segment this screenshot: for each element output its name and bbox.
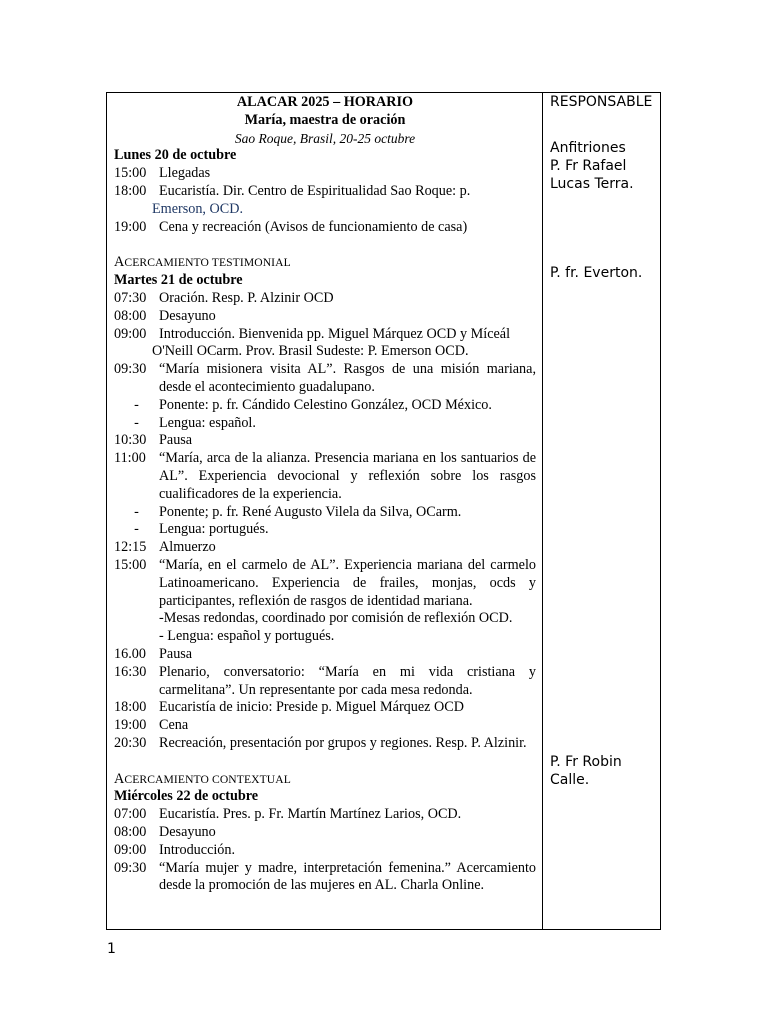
schedule-time: 08:00 — [114, 307, 147, 324]
responsable-monday: Anfitriones P. Fr Rafael Lucas Terra. — [550, 140, 634, 192]
document-title: ALACAR 2025 – HORARIO — [236, 94, 414, 110]
tuesday-schedule — [114, 290, 536, 753]
schedule-text: Cena — [159, 717, 189, 734]
schedule-time: 07:30 — [114, 289, 147, 306]
day-heading-wednesday: Miércoles 22 de octubre — [114, 788, 259, 805]
schedule-item — [114, 165, 536, 183]
schedule-time: 07:00 — [114, 806, 147, 823]
schedule-item — [114, 699, 536, 717]
schedule-item — [114, 219, 536, 237]
schedule-time: 18:00 — [114, 699, 147, 716]
schedule-time: 09:30 — [114, 361, 147, 378]
bullet-item — [114, 504, 536, 522]
schedule-text: Pausa — [159, 432, 193, 449]
monday-schedule — [114, 165, 536, 236]
responsable-header: RESPONSABLE — [550, 94, 653, 110]
schedule-item — [114, 450, 536, 503]
schedule-item — [114, 326, 536, 344]
schedule-text: Almuerzo — [159, 539, 216, 556]
schedule-text-continuation: O'Neill OCarm. Prov. Brasil Sudeste: P. Emerson OCD. — [152, 343, 469, 360]
schedule-time: 09:00 — [114, 841, 147, 858]
schedule-text: Desayuno — [159, 824, 216, 841]
bullet-text: Ponente; p. fr. René Augusto Vilela da Silva, OCarm. — [159, 503, 462, 520]
day-heading-monday: Lunes 20 de octubre — [114, 147, 237, 164]
schedule-item — [114, 557, 536, 610]
day-heading-tuesday: Martes 21 de octubre — [114, 272, 243, 289]
schedule-time: 10:30 — [114, 432, 147, 449]
bullet-marker: - — [134, 521, 139, 538]
schedule-text: Pausa — [159, 645, 193, 662]
schedule-column — [107, 93, 543, 929]
schedule-item — [114, 806, 536, 824]
schedule-text: Eucaristía. Dir. Centro de Espiritualidad Sao Roque: p. — [159, 182, 471, 199]
schedule-table — [106, 92, 661, 930]
bullet-marker: - — [134, 503, 139, 520]
schedule-item — [114, 361, 536, 397]
schedule-item — [114, 308, 536, 326]
responsable-column — [543, 93, 660, 929]
schedule-item — [114, 539, 536, 557]
schedule-item — [114, 842, 536, 860]
wednesday-schedule — [114, 806, 536, 895]
schedule-text: Introducción. — [159, 841, 236, 858]
schedule-note: - Lengua: español y portugués. — [159, 628, 335, 645]
responsable-wednesday: P. Fr Robin Calle. — [550, 754, 622, 788]
bullet-marker: - — [134, 414, 139, 431]
section-heading-testimonial: ACERCAMIENTO TESTIMONIAL — [114, 254, 291, 271]
bullet-text: Lengua: español. — [159, 414, 256, 431]
schedule-item — [114, 824, 536, 842]
schedule-text: Oración. Resp. P. Alzinir OCD — [159, 289, 334, 306]
schedule-time: 09:30 — [114, 859, 147, 876]
schedule-item — [114, 646, 536, 664]
schedule-time: 16:30 — [114, 663, 147, 680]
schedule-item — [114, 183, 536, 201]
bullet-text: Ponente: p. fr. Cándido Celestino González, OCD México. — [159, 396, 492, 413]
schedule-item — [114, 432, 536, 450]
schedule-note: -Mesas redondas, coordinado por comisión de reflexión OCD. — [159, 610, 513, 627]
document-subtitle: María, maestra de oración — [244, 111, 406, 128]
section-heading-contextual: ACERCAMIENTO CONTEXTUAL — [114, 770, 291, 787]
schedule-text: Llegadas — [159, 165, 211, 182]
schedule-item — [114, 290, 536, 308]
schedule-item — [114, 735, 536, 753]
schedule-text: “María, en el carmelo de AL”. Experiencia mariana del carmelo Latinoamericano. Experiencia de frailes, monjas, ocds y participantes, reflexión de rasgos de identidad mariana. — [159, 556, 536, 609]
schedule-time: 19:00 — [114, 218, 147, 235]
schedule-time: 18:00 — [114, 182, 147, 199]
schedule-item — [114, 664, 536, 700]
schedule-text: Eucaristía de inicio: Preside p. Miguel Márquez OCD — [159, 699, 464, 716]
document-place: Sao Roque, Brasil, 20-25 octubre — [234, 130, 416, 146]
schedule-time: 19:00 — [114, 717, 147, 734]
bullet-marker: - — [134, 396, 139, 413]
bullet-item — [114, 397, 536, 415]
schedule-text: Cena y recreación (Avisos de funcionamiento de casa) — [159, 218, 468, 235]
schedule-text: “María, arca de la alianza. Presencia mariana en los santuarios de AL”. Experiencia devocional y reflexión sobre los rasgos cualificadores de la experiencia. — [159, 450, 536, 502]
schedule-text-continuation: Emerson, OCD. — [152, 200, 244, 217]
schedule-time: 20:30 — [114, 734, 147, 751]
schedule-text: Desayuno — [159, 307, 216, 324]
schedule-text: Eucaristía. Pres. p. Fr. Martín Martínez Larios, OCD. — [159, 806, 462, 823]
page-number: 1 — [107, 941, 116, 957]
schedule-item — [114, 860, 536, 896]
schedule-time: 16.00 — [114, 645, 146, 662]
schedule-time: 12:15 — [114, 539, 147, 556]
schedule-text: “María mujer y madre, interpretación femenina.” Acercamiento desde la promoción de las mujeres en AL. Charla Online. — [159, 859, 536, 894]
schedule-time: 11:00 — [114, 450, 146, 467]
schedule-item — [114, 717, 536, 735]
schedule-time: 09:00 — [114, 325, 147, 342]
bullet-item — [114, 415, 536, 433]
schedule-text: “María misionera visita AL”. Rasgos de una misión mariana, desde el acontecimiento guadalupano. — [159, 361, 536, 395]
schedule-text: Introducción. Bienvenida pp. Miguel Márquez OCD y Míceál — [159, 325, 511, 342]
schedule-text: Plenario, conversatorio: “María en mi vida cristiana y carmelitana”. Un representante por cada mesa redonda. — [159, 663, 536, 698]
bullet-text: Lengua: portugués. — [159, 521, 269, 538]
schedule-time: 08:00 — [114, 824, 147, 841]
schedule-time: 15:00 — [114, 165, 147, 182]
bullet-item — [114, 521, 536, 539]
schedule-time: 15:00 — [114, 556, 147, 573]
responsable-tuesday: P. fr. Everton. — [550, 265, 643, 281]
schedule-text: Recreación, presentación por grupos y regiones. Resp. P. Alzinir. — [159, 734, 527, 751]
